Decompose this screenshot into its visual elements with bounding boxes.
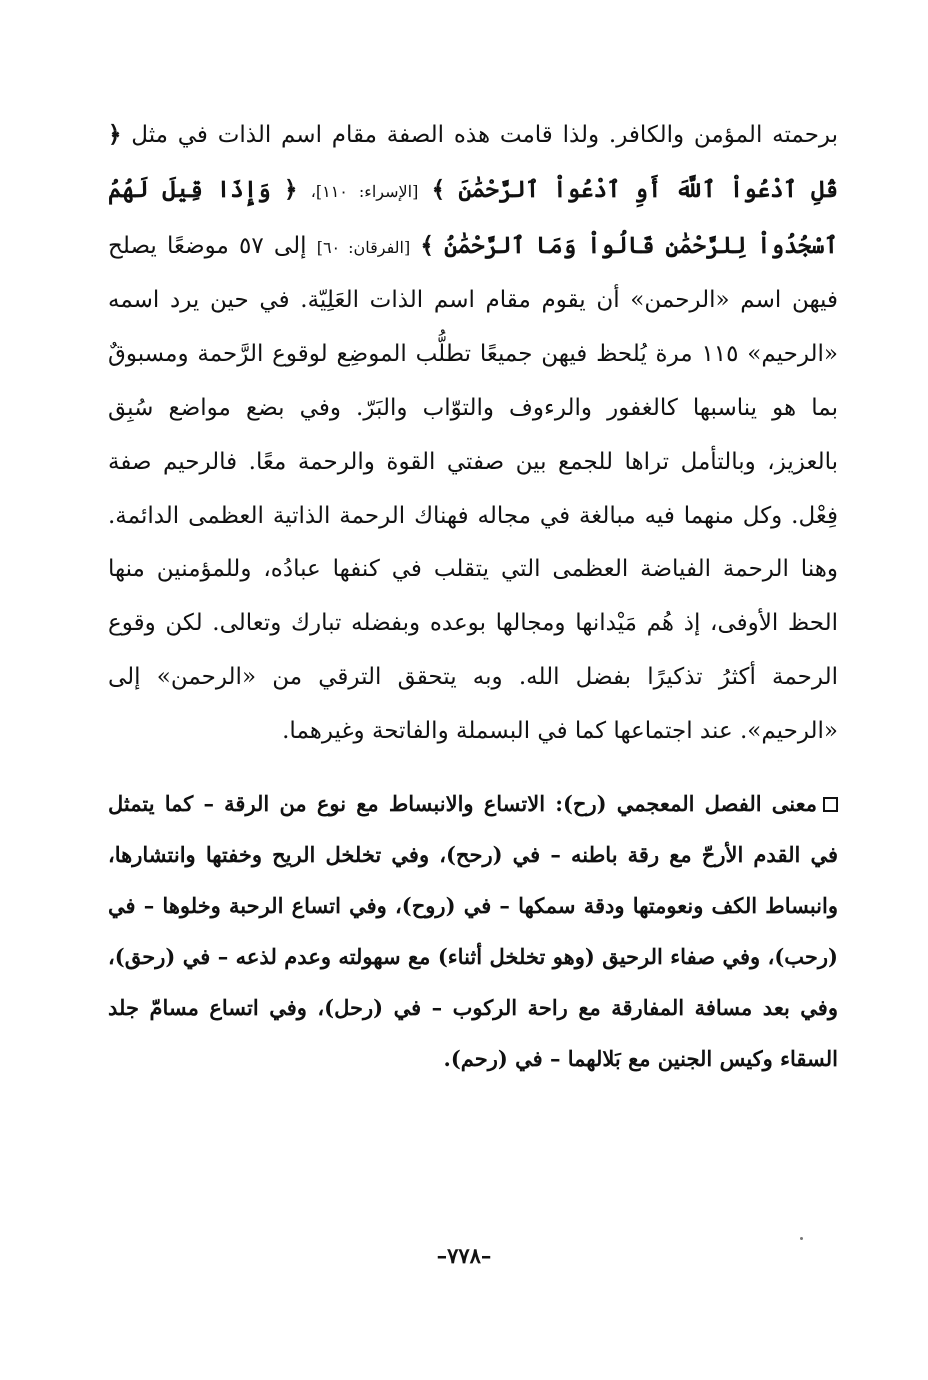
page-number: –٧٧٨–	[436, 1243, 492, 1268]
quran-bracket-open: ﴿	[283, 175, 298, 203]
paragraph-text-intro: برحمته المؤمن والكافر. ولذا قامت هذه الصفة مقام اسم الذات في مثل	[131, 122, 838, 148]
lexical-paragraph	[108, 778, 838, 1084]
quran-bracket-close: ﴾	[431, 175, 446, 203]
paragraph-text-body: إلى ٥٧ موضعًا يصلح فيهن اسم «الرحمن» أن يقوم مقام اسم الذات العَلِيّة. في حين يرد اسمه «الرحيم» ١١٥ مرة يُلحظ فيهن جميعًا تطلُّب الموضِع لوقوع الرَّحمة ومسبوقٌ بما هو يناسبها كالغفور والرءوف والتوّاب والبَرّ. وفي بضع مواضع سُبِق بالعزيز، وبالتأمل تراها للجمع بين صفتي القوة والرحمة معًا. فالرحيم صفة فِعْل. وكل منهما فيه مبالغة في مجاله فهناك الرحمة الذاتية العظمى الدائمة. وهنا الرحمة الفياضة العظمى التي يتقلب في كنفها عبادُه، وللمؤمنين منها الحظ الأوفى، إذ هُم مَيْدانها ومجالها بوعده وبفضله تبارك وتعالى. لكن وقوع الرحمة أكثرُ تذكيرًا بفضل الله. وبه يتحقق الترقي من «الرحمن» إلى «الرحيم». عند اجتماعها كما في البسملة والفاتحة وغيرهما.	[108, 232, 838, 744]
quran-quote-1: قُلِ ٱدْعُواْ ٱللَّهَ أَوِ ٱدْعُواْ ٱلرَّحْمَٰنَ	[458, 175, 839, 203]
quran-bracket-open: ﴿	[108, 121, 122, 148]
quran-quote-2: وَإِذَا قِيلَ لَهُمُ ٱسْجُدُواْ لِلرَّحْمَٰنِ قَالُواْ وَمَا ٱلرَّحْمَٰنُ	[108, 175, 839, 259]
scan-speck	[800, 1237, 803, 1240]
surah-reference-2: [الفرقان: ٦٠]	[316, 237, 411, 257]
main-paragraph-block	[108, 108, 838, 759]
lexical-section	[108, 778, 838, 1084]
lexical-text: معنى الفصل المعجمي (رح): الاتساع والانبساط مع نوع من الرقة – كما يتمثل في القدم الأرحّ مع رقة باطنه – في (رحح)، وفي تخلخل الريح وخفتها وانتشارها، وانبساط الكف ونعومتها ودقة سمكها – في (روح)، وفي اتساع الرحبة وخلوها – في (رحب)، وفي صفاء الرحيق (وهو تخلخل أثناء) مع سهولته وعدم لذعه – في (رحق)، وفي بعد مسافة المفارقة مع راحة الركوب – في (رحل)، وفي اتساع مسامّ جلد السقاء وكيس الجنين مع بَلالهما – في (رحم).	[108, 791, 838, 1071]
square-bullet-icon	[823, 797, 838, 812]
main-paragraph	[108, 108, 838, 759]
surah-reference-1: [الإسراء: ١١٠]،	[310, 181, 419, 201]
quran-bracket-close: ﴾	[420, 231, 434, 259]
